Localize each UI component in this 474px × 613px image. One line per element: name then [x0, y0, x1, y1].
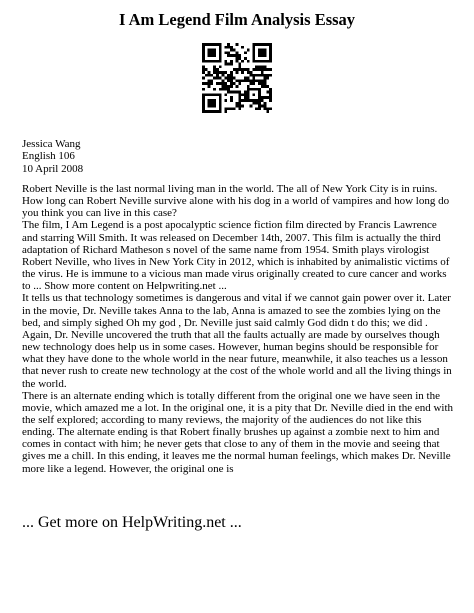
- course-name: English 106: [22, 150, 75, 163]
- author-block: [22, 138, 452, 175]
- paragraph: It tells us that technology sometimes is dangerous and vital if we cannot gain power over it. Later in the movie, Dr. Neville takes Anna to the lab, Anna is amazed to see the zombies lying on the bed, and simply sighed Oh my god , Dr. Neville just said calmly God didn t do this; we did . Again, Dr. Neville uncovered the truth that all the faults actually are made by ourselves though new technology does help us in some cases. However, human begins should be responsible for what they have done to the whole world in the near future, meanwhile, it also teaches us a lesson that never rush to create new technology at the cost of the whole world and all the living things in the world.: [22, 292, 452, 390]
- paragraph: Robert Neville is the last normal living man in the world. The all of New York City is in ruins. How long can Robert Neville survive alone with his dog in a world of vampires and how long do you think you can live in this case?: [22, 183, 450, 220]
- paragraph: The film, I Am Legend is a post apocalyptic science fiction film directed by Francis Lawrence and starring Will Smith. It was released on December 14th, 2007. This film is actually the third adaptation of Richard Matheson s novel of the same name from 1954. Smith plays virologist Robert Neville, who lives in New York City in 2012, which is inhabited by animalistic victims of the virus. He is immune to a vicious man made virus originally created to cure cancer and works to ... Show more content on Helpwriting.net ...: [22, 219, 450, 293]
- essay-date: 10 April 2008: [22, 162, 84, 175]
- document-title: I Am Legend Film Analysis Essay: [118, 10, 356, 29]
- get-more-link[interactable]: ... Get more on HelpWriting.net ...: [22, 514, 242, 531]
- essay-body: [22, 183, 454, 475]
- qr-code-icon[interactable]: [202, 43, 272, 113]
- author-name: Jessica Wang: [22, 138, 81, 150]
- paragraph: There is an alternate ending which is totally different from the original one we have seen in the movie, which amazed me a lot. In the original one, it is a pity that Dr. Neville died in the end with the self explored; according to many reviews, the majority of the audiences do not like this ending. The alternate ending is that Robert finally brushes up against a zombie next to him and comes in contact with him; he never gets that close to any of them in the movie and seeing that gives me a chill. In this ending, it leaves me the normal human feelings, which makes Dr. Neville more like a legend. However, the original one is: [22, 389, 454, 475]
